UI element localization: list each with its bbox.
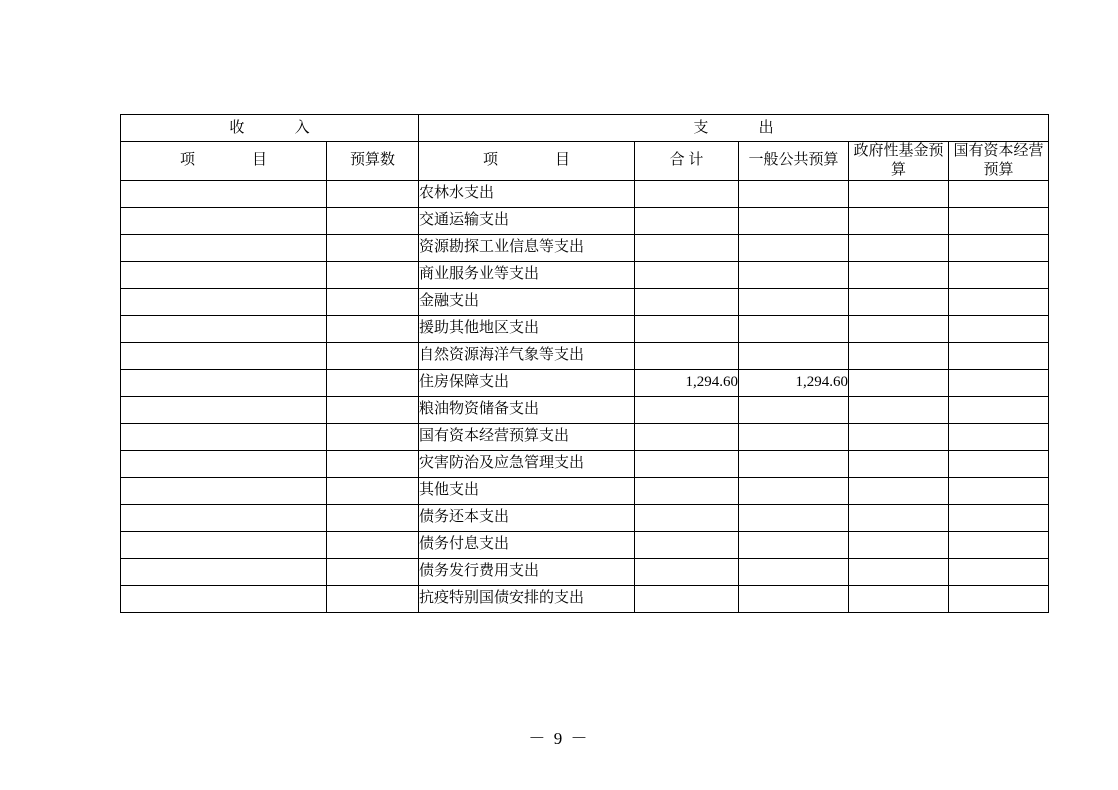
cell-general-public-budget (739, 207, 849, 234)
cell-state-capital-operation-budget (949, 450, 1049, 477)
table-row (121, 180, 1049, 207)
cell-total (635, 423, 739, 450)
cell-total (635, 288, 739, 315)
column-header-government-fund-budget: 政府性基金预算 (849, 142, 949, 181)
column-header-expenditure-item: 项 目 (419, 142, 635, 181)
cell-income-item (121, 558, 327, 585)
cell-general-public-budget (739, 423, 849, 450)
cell-expenditure-item: 自然资源海洋气象等支出 (419, 342, 635, 369)
cell-income-item (121, 477, 327, 504)
table-row (121, 207, 1049, 234)
cell-income-budget (327, 315, 419, 342)
cell-general-public-budget (739, 585, 849, 612)
cell-income-item (121, 207, 327, 234)
column-header-total: 合 计 (635, 142, 739, 181)
cell-government-fund-budget (849, 423, 949, 450)
table-row (121, 477, 1049, 504)
table-group-header-row (121, 115, 1049, 142)
cell-income-item (121, 423, 327, 450)
cell-general-public-budget (739, 342, 849, 369)
cell-state-capital-operation-budget (949, 477, 1049, 504)
cell-income-item (121, 369, 327, 396)
cell-income-budget (327, 180, 419, 207)
cell-state-capital-operation-budget (949, 342, 1049, 369)
cell-expenditure-item: 其他支出 (419, 477, 635, 504)
column-header-state-capital-operation-budget: 国有资本经营预算 (949, 142, 1049, 181)
cell-total: 1,294.60 (635, 369, 739, 396)
cell-total (635, 234, 739, 261)
table-row (121, 396, 1049, 423)
cell-income-item (121, 261, 327, 288)
cell-government-fund-budget (849, 585, 949, 612)
cell-government-fund-budget (849, 315, 949, 342)
cell-income-item (121, 585, 327, 612)
cell-income-budget (327, 450, 419, 477)
cell-general-public-budget (739, 558, 849, 585)
cell-general-public-budget (739, 531, 849, 558)
cell-state-capital-operation-budget (949, 315, 1049, 342)
cell-general-public-budget (739, 288, 849, 315)
table-body (121, 180, 1049, 612)
cell-state-capital-operation-budget (949, 207, 1049, 234)
cell-income-budget (327, 585, 419, 612)
cell-total (635, 261, 739, 288)
cell-income-budget (327, 423, 419, 450)
cell-total (635, 477, 739, 504)
cell-income-item (121, 234, 327, 261)
cell-state-capital-operation-budget (949, 234, 1049, 261)
cell-state-capital-operation-budget (949, 585, 1049, 612)
cell-general-public-budget (739, 261, 849, 288)
cell-government-fund-budget (849, 234, 949, 261)
table-row (121, 504, 1049, 531)
cell-total (635, 531, 739, 558)
cell-state-capital-operation-budget (949, 369, 1049, 396)
cell-government-fund-budget (849, 531, 949, 558)
cell-expenditure-item: 金融支出 (419, 288, 635, 315)
cell-income-budget (327, 288, 419, 315)
cell-state-capital-operation-budget (949, 423, 1049, 450)
cell-state-capital-operation-budget (949, 558, 1049, 585)
column-header-general-public-budget: 一般公共预算 (739, 142, 849, 181)
cell-expenditure-item: 商业服务业等支出 (419, 261, 635, 288)
cell-income-item (121, 315, 327, 342)
cell-state-capital-operation-budget (949, 261, 1049, 288)
cell-income-budget (327, 261, 419, 288)
cell-income-budget (327, 369, 419, 396)
group-header-income: 收 入 (121, 115, 419, 142)
cell-government-fund-budget (849, 342, 949, 369)
table-row (121, 234, 1049, 261)
table-row (121, 423, 1049, 450)
cell-income-budget (327, 234, 419, 261)
cell-government-fund-budget (849, 261, 949, 288)
cell-income-budget (327, 558, 419, 585)
table-row (121, 288, 1049, 315)
cell-expenditure-item: 抗疫特别国债安排的支出 (419, 585, 635, 612)
cell-state-capital-operation-budget (949, 396, 1049, 423)
column-header-income-budget: 预算数 (327, 142, 419, 181)
cell-expenditure-item: 援助其他地区支出 (419, 315, 635, 342)
column-header-income-item: 项 目 (121, 142, 327, 181)
cell-income-item (121, 450, 327, 477)
cell-general-public-budget (739, 396, 849, 423)
cell-expenditure-item: 债务还本支出 (419, 504, 635, 531)
table-column-header-row (121, 142, 1049, 181)
cell-total (635, 207, 739, 234)
table-row (121, 261, 1049, 288)
table-row (121, 558, 1049, 585)
cell-total (635, 342, 739, 369)
cell-total (635, 450, 739, 477)
cell-total (635, 504, 739, 531)
cell-expenditure-item: 交通运输支出 (419, 207, 635, 234)
cell-income-budget (327, 342, 419, 369)
table-row (121, 369, 1049, 396)
cell-income-item (121, 180, 327, 207)
cell-total (635, 315, 739, 342)
cell-income-item (121, 342, 327, 369)
table-row (121, 342, 1049, 369)
budget-expenditure-table (120, 114, 1049, 613)
page-number: － 9 － (528, 729, 590, 748)
cell-general-public-budget (739, 315, 849, 342)
cell-income-budget (327, 504, 419, 531)
cell-general-public-budget: 1,294.60 (739, 369, 849, 396)
cell-income-item (121, 504, 327, 531)
cell-government-fund-budget (849, 558, 949, 585)
cell-total (635, 558, 739, 585)
cell-income-item (121, 288, 327, 315)
cell-state-capital-operation-budget (949, 288, 1049, 315)
cell-general-public-budget (739, 234, 849, 261)
cell-general-public-budget (739, 477, 849, 504)
cell-expenditure-item: 债务付息支出 (419, 531, 635, 558)
cell-general-public-budget (739, 180, 849, 207)
cell-government-fund-budget (849, 450, 949, 477)
cell-government-fund-budget (849, 288, 949, 315)
cell-expenditure-item: 债务发行费用支出 (419, 558, 635, 585)
cell-expenditure-item: 农林水支出 (419, 180, 635, 207)
cell-expenditure-item: 资源勘探工业信息等支出 (419, 234, 635, 261)
cell-income-item (121, 396, 327, 423)
cell-expenditure-item: 粮油物资储备支出 (419, 396, 635, 423)
cell-income-item (121, 531, 327, 558)
cell-general-public-budget (739, 450, 849, 477)
cell-government-fund-budget (849, 369, 949, 396)
group-header-expenditure: 支 出 (419, 115, 1049, 142)
cell-expenditure-item: 国有资本经营预算支出 (419, 423, 635, 450)
cell-state-capital-operation-budget (949, 180, 1049, 207)
cell-expenditure-item: 灾害防治及应急管理支出 (419, 450, 635, 477)
cell-government-fund-budget (849, 504, 949, 531)
cell-state-capital-operation-budget (949, 531, 1049, 558)
cell-state-capital-operation-budget (949, 504, 1049, 531)
table-row (121, 531, 1049, 558)
table-row (121, 585, 1049, 612)
cell-total (635, 180, 739, 207)
cell-income-budget (327, 396, 419, 423)
cell-income-budget (327, 207, 419, 234)
cell-government-fund-budget (849, 477, 949, 504)
cell-government-fund-budget (849, 207, 949, 234)
cell-total (635, 396, 739, 423)
table-row (121, 315, 1049, 342)
cell-income-budget (327, 531, 419, 558)
cell-income-budget (327, 477, 419, 504)
cell-government-fund-budget (849, 180, 949, 207)
cell-total (635, 585, 739, 612)
table-row (121, 450, 1049, 477)
cell-general-public-budget (739, 504, 849, 531)
cell-government-fund-budget (849, 396, 949, 423)
cell-expenditure-item: 住房保障支出 (419, 369, 635, 396)
